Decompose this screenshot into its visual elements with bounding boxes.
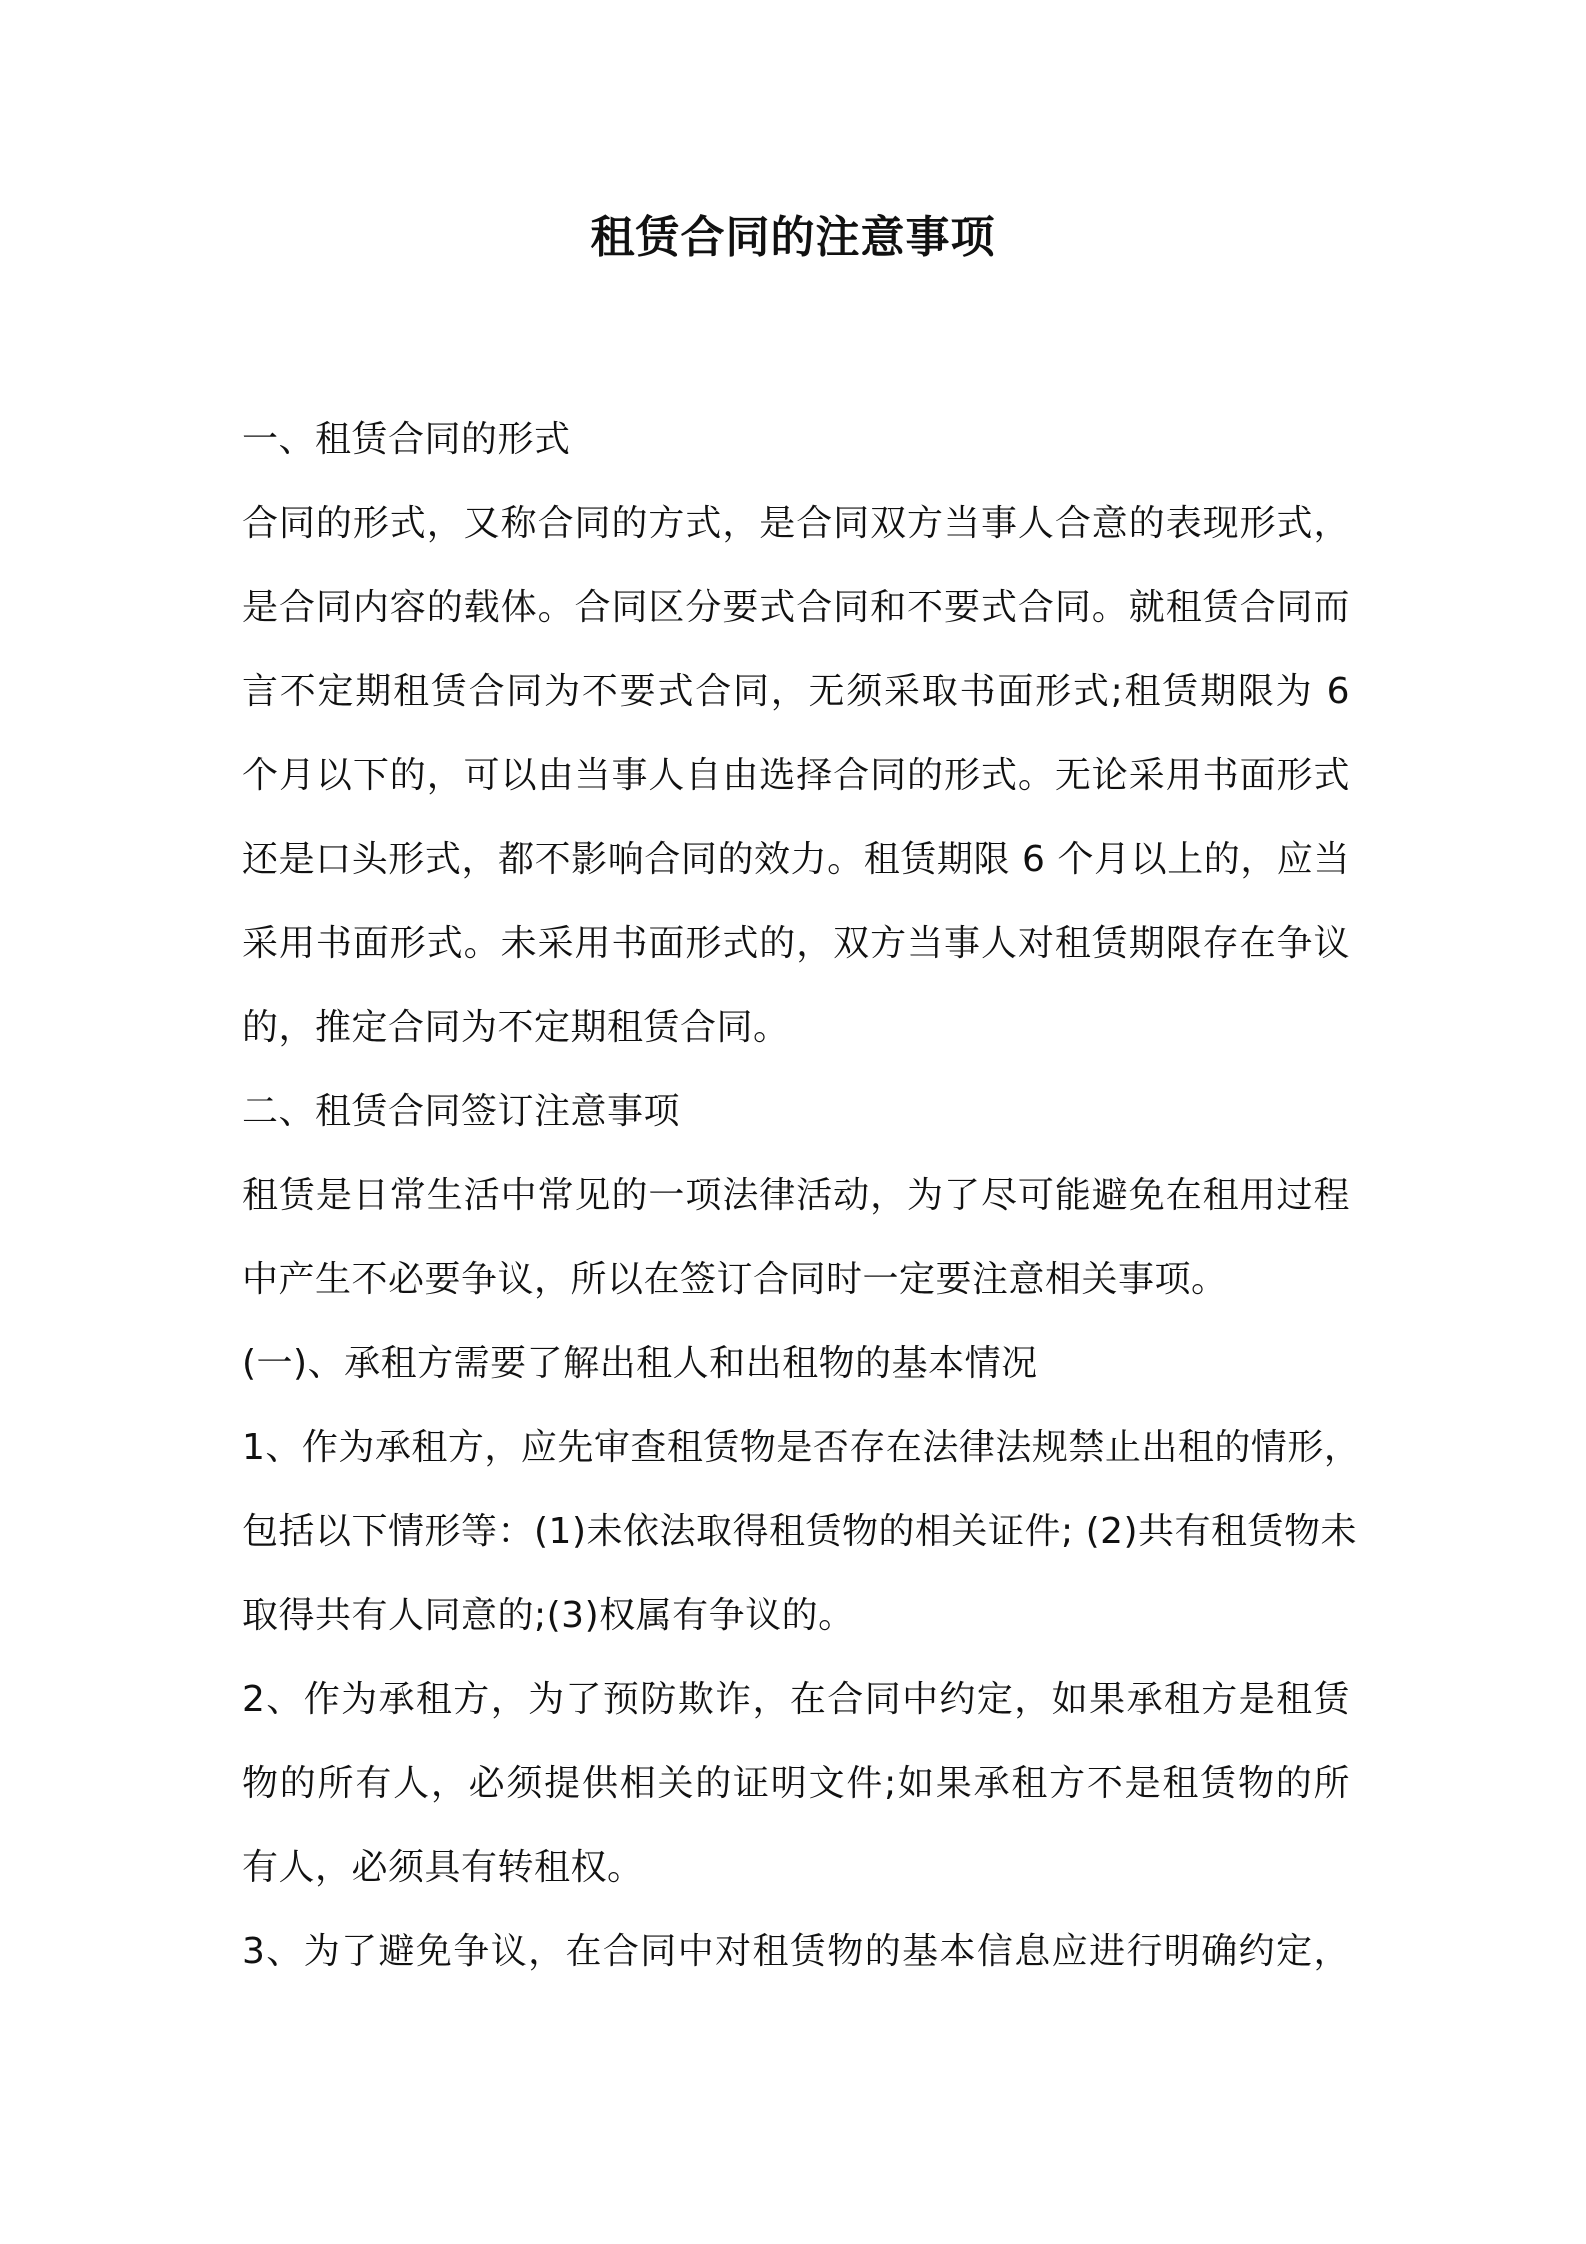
paragraph-line: 租赁是日常生活中常见的一项法律活动，为了尽可能避免在租用过程 (242, 1175, 1350, 1216)
paragraph-line: 的，推定合同为不定期租赁合同。 (242, 1007, 790, 1048)
paragraph-line: 包括以下情形等：(1)未依法取得租赁物的相关证件; (2)共有租赁物未 (242, 1511, 1358, 1552)
paragraph-line: 3、为了避免争议，在合同中对租赁物的基本信息应进行明确约定， (242, 1931, 1350, 1972)
document-body (242, 398, 1362, 1994)
paragraph-line: 物的所有人，必须提供相关的证明文件;如果承租方不是租赁物的所 (242, 1763, 1350, 1804)
paragraph-line: 1、作为承租方，应先审查租赁物是否存在法律法规禁止出租的情形， (242, 1427, 1361, 1468)
paragraph-line: 个月以下的，可以由当事人自由选择合同的形式。无论采用书面形式 (242, 755, 1350, 796)
section-heading-1: 一、租赁合同的形式 (242, 419, 571, 460)
subsection-heading: (一)、承租方需要了解出租人和出租物的基本情况 (242, 1343, 1038, 1384)
paragraph-line: 言不定期租赁合同为不要式合同，无须采取书面形式;租赁期限为 6 (242, 671, 1350, 712)
paragraph-line: 2、作为承租方，为了预防欺诈，在合同中约定，如果承租方是租赁 (242, 1679, 1350, 1720)
paragraph-line: 中产生不必要争议，所以在签订合同时一定要注意相关事项。 (242, 1259, 1228, 1300)
paragraph-line: 还是口头形式，都不影响合同的效力。租赁期限 6 个月以上的，应当 (242, 839, 1350, 880)
document-title: 租赁合同的注意事项 (590, 212, 996, 263)
paragraph-line: 取得共有人同意的;(3)权属有争议的。 (242, 1595, 855, 1636)
paragraph-line: 是合同内容的载体。合同区分要式合同和不要式合同。就租赁合同而 (242, 587, 1350, 628)
paragraph-line: 合同的形式，又称合同的方式，是合同双方当事人合意的表现形式， (242, 503, 1350, 544)
paragraph-line: 采用书面形式。未采用书面形式的，双方当事人对租赁期限存在争议 (242, 923, 1350, 964)
section-heading-2: 二、租赁合同签订注意事项 (242, 1091, 681, 1132)
paragraph-line: 有人，必须具有转租权。 (242, 1847, 644, 1888)
